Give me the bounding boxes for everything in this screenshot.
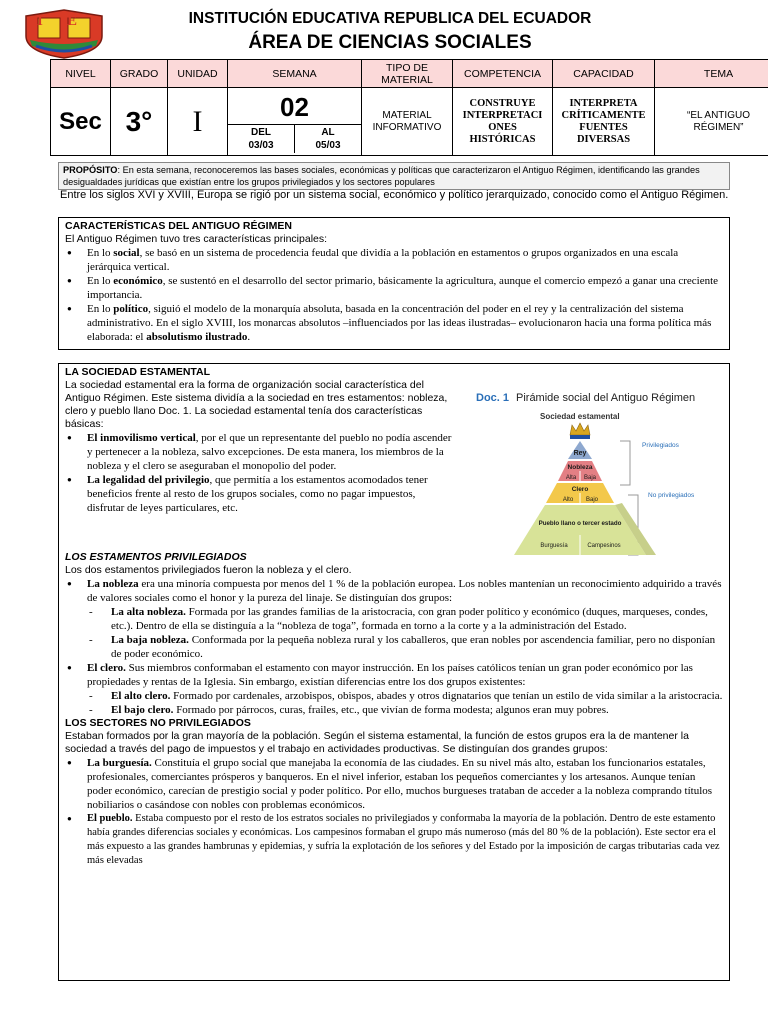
institution-title: INSTITUCIÓN EDUCATIVA REPUBLICA DEL ECUADOR	[188, 10, 592, 27]
list-item: ● La burguesía. Constituía el grupo social que manejaba la economía de las ciudades. En su nivel más alto, estaban los funcionarios estatales, profesionales, comerciantes prósperos y banqueros. En el nivel inferior, estaban los pequeños comerciantes y los artesanos. Aunque tenían poder económico, carecían de prestigio social y poder político. Por ello, muchos burgueses trataban de acceder a la nobleza comprando títulos nobiliarios o casándose con nobles con problemas económicos.	[65, 756, 723, 812]
page-header	[0, 0, 768, 60]
al-date: 05/03	[315, 140, 341, 151]
semana-cell	[228, 88, 362, 156]
date-from	[228, 125, 295, 153]
logo-letter-i: I	[37, 13, 43, 29]
list-item: ● El inmovilismo vertical, por el que un representante del pueblo no podía ascender y pertenecer a la nobleza, salvo excepciones. De esta manera, los miembros de la nobleza y el clero se aseguraban el monopolio del poder.	[65, 431, 723, 473]
label-alta: Alta	[565, 475, 577, 481]
logo-letter-e: E	[67, 13, 78, 29]
date-to	[295, 125, 361, 153]
sociedad-title: LA SOCIEDAD ESTAMENTAL	[65, 366, 211, 378]
course-info-table	[50, 59, 768, 156]
list-item: ● En lo social, se basó en un sistema de procedencia feudal que dividía a la población en estamentos o grupos organizados en una escala jerárquica vertical.	[65, 246, 723, 274]
date-range	[228, 124, 361, 153]
figure-doc-label: Doc. 1	[476, 392, 510, 404]
list-item: - El bajo clero. Formado por párrocos, curas, frailes, etc., que vivían de forma modesta; algunos eran muy pobres.	[87, 703, 723, 717]
no-privilegiados-list	[65, 756, 723, 868]
label-nobleza: Nobleza	[567, 464, 593, 471]
header-capacidad: CAPACIDAD	[553, 60, 655, 88]
caracteristicas-list	[65, 246, 723, 344]
no-privilegiados-lead: Estaban formados por la gran mayoría de la población. Según el sistema estamental, la función de estos grupos era la de mantener la sociedad a través del pago de impuestos y el trabajo en actividades productivas. Se distinguían dos grandes grupos:	[65, 730, 689, 755]
list-item: - El alto clero. Formado por cardenales, arzobispos, obispos, abades y otros dignatarios que tenían un estilo de vida similar a la aristocracia.	[87, 689, 723, 703]
header-competencia: COMPETENCIA	[453, 60, 553, 88]
grado-value: 3°	[111, 88, 168, 156]
label-rey: Rey	[573, 450, 587, 457]
del-date: 03/03	[248, 140, 274, 151]
caracteristicas-title: CARACTERÍSTICAS DEL ANTIGUO RÉGIMEN	[65, 220, 292, 232]
competencia-value: CONSTRUYE INTERPRETACI ONES HISTÓRICAS	[453, 88, 553, 156]
label-bajo: Bajo	[585, 497, 599, 503]
privilegiados-list	[65, 577, 723, 605]
label-no-privilegiados: No privilegiados	[648, 492, 695, 499]
unidad-value: I	[168, 88, 228, 156]
header-tipo-material: TIPO DE MATERIAL	[362, 60, 453, 88]
label-privilegiados: Privilegiados	[642, 442, 679, 449]
al-label: AL	[321, 127, 335, 138]
nobleza-sublist	[87, 605, 723, 661]
list-item: ● En lo económico, se sustentó en el desarrollo del sector primario, básicamente la agricultura, aunque el comercio empezó a ganar una creciente importancia.	[65, 274, 723, 302]
figure-subtitle: Sociedad estamental	[540, 412, 620, 421]
header-semana: SEMANA	[228, 60, 362, 88]
del-label: DEL	[251, 127, 271, 138]
clero-list	[65, 661, 723, 689]
list-item: ● La nobleza era una minoría compuesta por menos del 1 % de la población europea. Los nobles mantenían un reconocimiento adquirido a través de valores sociales como el honor y la pureza del linaje. Se distinguían dos grupos:	[65, 577, 723, 605]
privilegiados-title: LOS ESTAMENTOS PRIVILEGIADOS	[65, 551, 247, 563]
label-alto: Alto	[562, 497, 574, 503]
privilegiados-lead: Los dos estamentos privilegiados fueron la nobleza y el clero.	[65, 564, 352, 576]
header-nivel: NIVEL	[51, 60, 111, 88]
proposito-label: PROPÓSITO	[63, 165, 118, 175]
semana-number: 02	[280, 92, 309, 122]
label-burguesia: Burguesía	[540, 543, 568, 549]
no-privilegiados-title: LOS SECTORES NO PRIVILEGIADOS	[65, 717, 251, 729]
nivel-value: Sec	[51, 88, 111, 156]
tipo-material-value: MATERIAL INFORMATIVO	[362, 88, 453, 156]
label-clero: Clero	[571, 486, 589, 493]
tema-value: “EL ANTIGUO RÉGIMEN”	[655, 88, 768, 156]
label-pueblo: Pueblo llano o tercer estado	[538, 520, 622, 527]
header-unidad: UNIDAD	[168, 60, 228, 88]
proposito-text: : En esta semana, reconoceremos las bases sociales, económicas y políticas que caracterizaron el Antiguo Régimen, identificando las grandes desigualdades jurídicas que existían entre los grupos privilegiados y los sectores populares	[63, 165, 700, 187]
figure-title: Pirámide social del Antiguo Régimen	[516, 392, 696, 404]
list-item: ● El clero. Sus miembros conformaban el estamento con mayor instrucción. En los países católicos tenían un gran poder económico por las propiedades y rentas de la Iglesia. Sin embargo, existían diferencias entre los dos grupos existentes:	[65, 661, 723, 689]
label-baja: Baja	[583, 475, 597, 481]
intro-paragraph: Entre los siglos XVI y XVIII, Europa se rigió por un sistema social, económico y político jerarquizado, conocido como el Antiguo Régimen.	[60, 189, 729, 201]
caracteristicas-lead: El Antiguo Régimen tuvo tres características principales:	[65, 233, 328, 245]
social-pyramid-figure	[470, 385, 728, 563]
list-item: ● El pueblo. Estaba compuesto por el resto de los estratos sociales no privilegiados y conformaba la mayoría de la población. Dentro de este estamento había grandes diferencias sociales y económicas. Los campesinos formaban el grupo más numeroso (más del 80 % de la población). Este sector era el más expuesto a las grandes hambrunas y epidemias, y sufría la explotación de los señores y del Estado por la imposición de cargas tributarias cada vez más elevadas	[65, 812, 723, 868]
area-title: ÁREA DE CIENCIAS SOCIALES	[248, 32, 532, 53]
list-item: - La baja nobleza. Conformada por la pequeña nobleza rural y los caballeros, que eran nobles por ascendencia familiar, pero no disponían de poder económico.	[87, 633, 723, 661]
capacidad-value: INTERPRETA CRÍTICAMENTE FUENTES DIVERSAS	[553, 88, 655, 156]
proposito-box	[58, 162, 730, 190]
list-item: ● La legalidad del privilegio, que permitía a los estamentos acomodados tener beneficios frente al resto de los grupos sociales, como no pagar impuestos, disfrutar de leyes particulares, etc.	[65, 473, 723, 515]
list-item: - La alta nobleza. Formada por las grandes familias de la aristocracia, con gran poder político y económico (duques, marqueses, condes, etc.). Dentro de ella se distinguía a la “nobleza de toga”, formada en torno a la corte y a la administración del Estado.	[87, 605, 723, 633]
header-grado: GRADO	[111, 60, 168, 88]
school-logo	[16, 6, 112, 60]
clero-sublist	[87, 689, 723, 717]
list-item: ● En lo político, siguió el modelo de la monarquía absoluta, basada en la concentración del poder en el rey y la centralización del sistema administrativo. En el siglo XVIII, los monarcas absolutos –influenciados por las ideas ilustradas– evolucionaron hacia una forma política más elaborada: el absolutismo ilustrado.	[65, 302, 723, 344]
label-campesinos: Campesinos	[587, 543, 621, 549]
caracteristicas-section	[58, 217, 730, 350]
sociedad-lead: La sociedad estamental era la forma de organización social característica del Antiguo Régimen. Este sistema dividía a la sociedad en tres estamentos: nobleza, clero y pueblo llano Doc. 1. La sociedad estamental tenía dos características básicas:	[65, 379, 448, 430]
header-tema: TEMA	[655, 60, 768, 88]
